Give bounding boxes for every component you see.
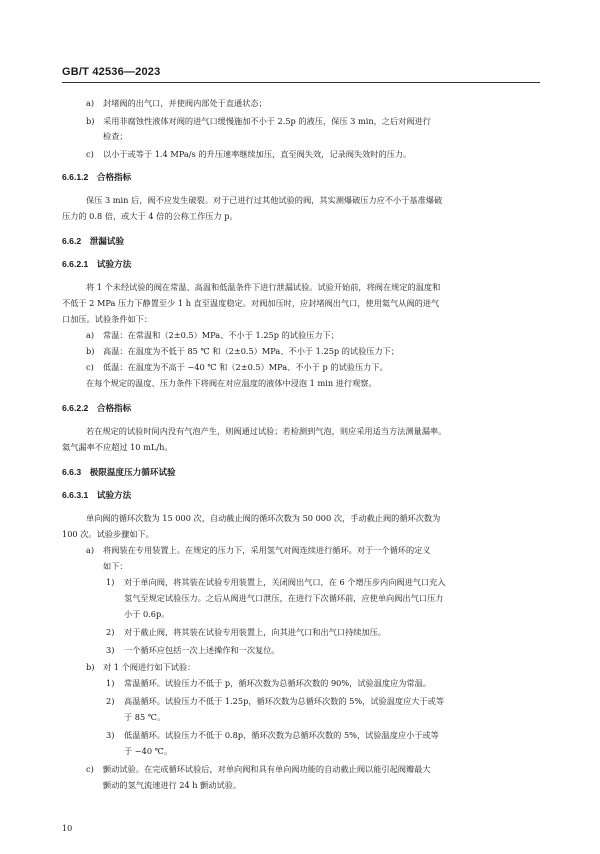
text-line: 单向阀的循环次数为 15 000 次，自动截止阀的循环次数为 50 000 次，手动截止阀的循环次数为 [86, 513, 441, 523]
list-marker: 1) [106, 678, 115, 688]
text-line: 对 1 个阀进行如下试验： [103, 662, 196, 672]
text-line: 常温：在常温和（2±0.5）MPa、不小于 1.25p 的试验压力下； [103, 330, 339, 340]
text-line: 对于截止阀，将其装在试验专用装置上，向其进气口和出气口持续加压。 [124, 627, 387, 637]
text-line: 对于单向阀，将其装在试验专用装置上，关闭阀出气口，在 6 个增压步内向阀进气口充入 [124, 577, 446, 587]
text-line: 采用非腐蚀性液体对阀的进气口缓慢施加不小于 2.5p 的液压，保压 3 min，之后对阀进行 [103, 116, 431, 126]
section-heading: 6.6.2.1 试验方法 [62, 259, 132, 269]
list-marker: c) [86, 149, 94, 159]
standard-number: GB/T 42536—2023 [62, 66, 161, 78]
text-line: 颤动的氢气流速进行 24 h 颤动试验。 [103, 780, 242, 790]
text-line: 在每个规定的温度、压力条件下将阀在对应温度的液体中浸泡 1 min 进行观察。 [86, 378, 377, 388]
text-line: 小于 0.6p。 [124, 609, 170, 619]
text-line: 颤动试验。在完成循环试验后，对单向阀和具有单向阀功能的自动截止阀以能引起阀瓣最大 [103, 764, 431, 774]
list-marker: 3) [106, 645, 115, 655]
list-marker: b) [86, 346, 95, 356]
text-line: 检查； [103, 131, 128, 141]
list-marker: c) [86, 362, 94, 372]
section-heading: 6.6.1.2 合格指标 [62, 172, 132, 182]
text-line: 封堵阀的出气口，并使阀内部处于直通状态； [103, 98, 267, 108]
text-line: 常温循环。试验压力不低于 p，循环次数为总循环次数的 90%，试验温度应为常温。 [124, 678, 432, 688]
section-heading: 6.6.2 泄漏试验 [62, 236, 125, 246]
text-line: 于 −40 ℃。 [124, 746, 173, 756]
text-line: 高温循环。试验压力不低于 1.25p，循环次数为总循环次数的 5%，试验温度应大于或等 [124, 696, 445, 706]
text-line: 不低于 2 MPa 压力下静置至少 1 h 直至温度稳定。对阀加压时，应封堵阀出气口，使用氦气从阀的进气 [62, 298, 440, 308]
text-line: 于 85 ℃。 [124, 712, 166, 722]
section-heading: 6.6.2.2 合格指标 [62, 403, 132, 413]
text-line: 将 1 个未经试验的阀在常温、高温和低温条件下进行泄漏试验。试验开始前，将阀在规定的温度和 [86, 282, 441, 292]
text-line: 以小于或等于 1.4 MPa/s 的升压速率继续加压，直至阀失效，记录阀失效时的压力。 [103, 149, 412, 159]
text-line: 100 次。试验步骤如下。 [62, 529, 154, 539]
text-line: 氦气漏率不应超过 10 mL/h。 [62, 442, 173, 452]
text-line: 保压 3 min 后，阀不应发生破裂。对于已进行过其他试验的阀，其实测爆破压力应不小于基准爆破 [86, 195, 443, 205]
list-marker: b) [86, 662, 95, 672]
section-heading: 6.6.3.1 试验方法 [62, 490, 132, 500]
page-number: 10 [62, 824, 73, 833]
text-line: 低温：在温度为不高于 −40 ℃ 和（2±0.5）MPa、不小于 p 的试验压力下。 [103, 362, 388, 372]
text-line: 压力的 0.8 倍，或大于 4 倍的公称工作压力 p。 [62, 211, 238, 221]
list-marker: a) [86, 98, 95, 108]
header-rule [62, 82, 540, 83]
text-line: 如下： [103, 561, 128, 571]
list-marker: a) [86, 330, 95, 340]
text-line: 低温循环。试验压力不低于 0.8p，循环次数为总循环次数的 5%，试验温度应小于或等 [124, 730, 439, 740]
text-line: 氢气至规定试验压力。之后从阀进气口泄压，在进行下次循环前，应使单向阀出气口压力 [124, 593, 444, 603]
text-line: 若在规定的试验时间内没有气泡产生，则阀通过试验；若检测到气泡，则应采用适当方法测量漏率。 [86, 426, 447, 436]
text-line: 将阀装在专用装置上。在规定的压力下，采用氢气对阀连续进行循环。对于一个循环的定义 [103, 545, 431, 555]
list-marker: 3) [106, 730, 115, 740]
text-line: 口加压。试验条件如下： [62, 314, 153, 324]
list-marker: c) [86, 764, 94, 774]
text-line: 一个循环应包括一次上述操作和一次复位。 [124, 645, 280, 655]
text-line: 高温：在温度为不低于 85 ℃ 和（2±0.5）MPa、不小于 1.25p 的试验压力下； [103, 346, 400, 356]
list-marker: 2) [106, 696, 115, 706]
list-marker: a) [86, 545, 95, 555]
list-marker: b) [86, 116, 95, 126]
list-marker: 1) [106, 577, 115, 587]
list-marker: 2) [106, 627, 115, 637]
section-heading: 6.6.3 极限温度压力循环试验 [62, 467, 176, 477]
